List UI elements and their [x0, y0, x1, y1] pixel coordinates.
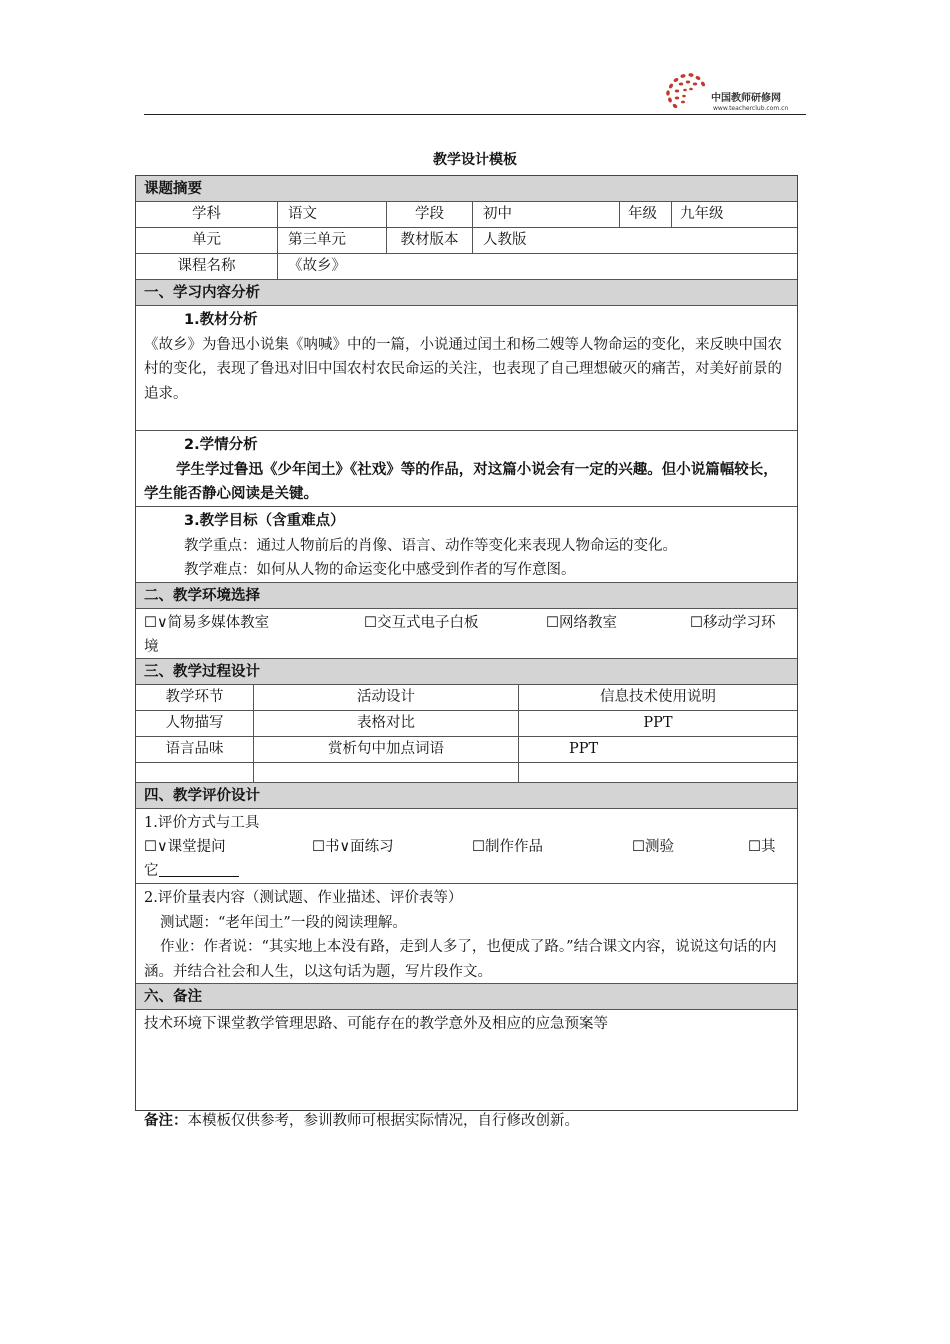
- textbook-title: 1.教材分析: [184, 312, 258, 328]
- edition-value: 人教版: [483, 232, 527, 248]
- goal-hard: 教学难点：如何从人物的命运变化中感受到作者的写作意图。: [184, 562, 576, 578]
- method-project[interactable]: ☐制作作品: [472, 839, 543, 855]
- goal-key: 教学重点：通过人物前后的肖像、语言、动作等变化来表现人物命运的变化。: [184, 537, 677, 554]
- process-header-tech: 信息技术使用说明: [600, 689, 716, 705]
- method-other[interactable]: ☐其: [748, 839, 776, 855]
- homework-description: 作业：作者说：“其实地上本没有路，走到人多了，也便成了路。”结合课文内容，说说这句话的内涵。并结合社会和人生，以这句话为题，写片段作文。: [144, 939, 777, 980]
- table-row: [136, 763, 797, 783]
- environment-options: [136, 609, 797, 659]
- summary-row-2: [136, 228, 797, 254]
- process-tech: [519, 763, 797, 782]
- notes-content: [136, 1010, 797, 1110]
- section-environment: 二、教学环境选择: [136, 583, 797, 609]
- footer-label: 备注：: [144, 1113, 188, 1129]
- section-notes: 六、备注: [136, 984, 797, 1010]
- summary-row-1: [136, 202, 797, 228]
- env-option-network[interactable]: ☐网络教室: [546, 615, 617, 631]
- summary-row-3: [136, 254, 797, 280]
- process-stage: 人物描写: [136, 711, 254, 736]
- process-stage: [136, 763, 254, 782]
- section-process: 三、教学过程设计: [136, 659, 797, 685]
- grade-label: 年级: [620, 202, 672, 227]
- teaching-goals: [136, 507, 797, 583]
- env-option-mobile-cont: 境: [144, 639, 159, 655]
- course-value: 《故乡》: [288, 258, 346, 274]
- method-other-cont: 它: [144, 859, 239, 884]
- goals-title: 3.教学目标（含重难点）: [184, 513, 345, 529]
- env-option-whiteboard[interactable]: ☐交互式电子白板: [364, 615, 479, 631]
- unit-label: 单元: [136, 228, 278, 253]
- stage-label: 学段: [387, 202, 473, 227]
- env-option-multimedia[interactable]: ☐∨简易多媒体教室: [144, 615, 270, 631]
- process-tech: PPT: [643, 715, 673, 731]
- logo-name: 中国教师研修网: [711, 93, 781, 104]
- design-table: [135, 175, 798, 1111]
- students-analysis: [136, 431, 797, 507]
- table-row: [136, 737, 797, 763]
- grade-value: 九年级: [680, 206, 724, 222]
- header-rule: [144, 114, 806, 115]
- edition-label: 教材版本: [387, 228, 473, 253]
- table-row: [136, 711, 797, 737]
- process-stage: 语言品味: [136, 737, 254, 762]
- students-title: 2.学情分析: [184, 437, 258, 453]
- course-label: 课程名称: [136, 254, 278, 279]
- env-option-mobile[interactable]: ☐移动学习环: [690, 615, 776, 631]
- evaluation-content: [136, 884, 797, 984]
- subject-label: 学科: [136, 202, 278, 227]
- subject-value: 语文: [278, 202, 387, 227]
- content-title: 2.评价量表内容（测试题、作业描述、评价表等）: [144, 890, 463, 906]
- process-tech: PPT: [569, 741, 599, 757]
- process-header-activity: 活动设计: [254, 685, 519, 710]
- section-analysis: 一、学习内容分析: [136, 280, 797, 306]
- unit-value: 第三单元: [278, 228, 387, 253]
- logo-url: www.teacherclub.com.cn: [713, 105, 789, 112]
- test-description: 测试题：“老年闰土”一段的阅读理解。: [160, 914, 407, 931]
- evaluation-methods: [136, 809, 797, 884]
- method-questioning[interactable]: ☐∨课堂提问: [144, 839, 226, 855]
- students-text: 学生学过鲁迅《少年闰土》《社戏》等的作品，对这篇小说会有一定的兴趣。但小说篇幅较长，学生能否静心阅读是关键。: [144, 461, 778, 502]
- method-written[interactable]: ☐书∨面练习: [312, 839, 394, 855]
- footer-text: 本模板仅供参考，参训教师可根据实际情况，自行修改创新。: [187, 1113, 579, 1129]
- process-header-stage: 教学环节: [136, 685, 254, 710]
- textbook-text: 《故乡》为鲁迅小说集《呐喊》中的一篇，小说通过闰土和杨二嫂等人物命运的变化，来反映中国农村的变化，表现了鲁迅对旧中国农村农民命运的关注，也表现了自己理想破灭的痛苦，对美好前景的追求。: [144, 336, 782, 402]
- footer-note: [144, 1109, 579, 1130]
- section-summary: 课题摘要: [136, 176, 797, 202]
- method-title: 1.评价方式与工具: [144, 815, 260, 831]
- process-activity: 表格对比: [254, 711, 519, 736]
- stage-value: 初中: [473, 202, 620, 227]
- notes-text: 技术环境下课堂教学管理思路、可能存在的教学意外及相应的应急预案等: [144, 1016, 608, 1032]
- process-activity: 赏析句中加点词语: [254, 737, 519, 762]
- process-header-row: [136, 685, 797, 711]
- method-test[interactable]: ☐测验: [632, 839, 674, 855]
- section-evaluation: 四、教学评价设计: [136, 783, 797, 809]
- textbook-analysis: [136, 306, 797, 431]
- process-activity: [254, 763, 519, 782]
- document-title: 教学设计模板: [433, 152, 517, 168]
